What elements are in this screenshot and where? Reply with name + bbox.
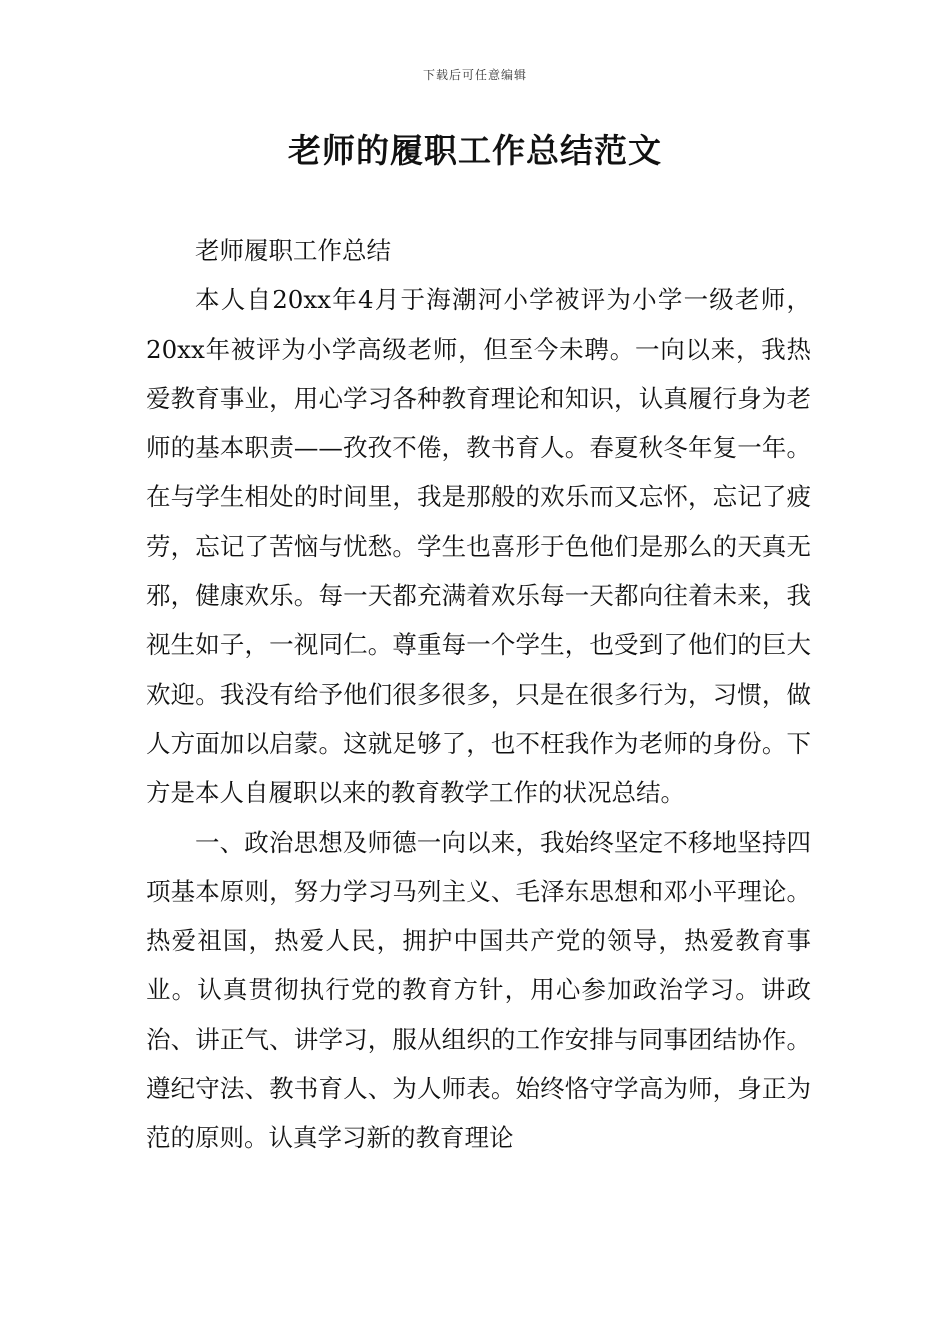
paragraph-subtitle: 老师履职工作总结 bbox=[195, 236, 391, 265]
document-body bbox=[146, 226, 811, 1163]
paragraph-intro: 本人自20xx年4月于海潮河小学被评为小学一级老师，20xx年被评为小学高级老师，但至今未聘。一向以来，我热爱教育事业，用心学习各种教育理论和知识，认真履行身为老师的基本职责——孜孜不倦，教书育人。春夏秋冬年复一年。在与学生相处的时间里，我是那般的欢乐而又忘怀，忘记了疲劳，忘记了苦恼与忧愁。学生也喜形于色他们是那么的天真无邪，健康欢乐。每一天都充满着欢乐每一天都向往着未来，我视生如子，一视同仁。尊重每一个学生，也受到了他们的巨大欢迎。我没有给予他们很多很多，只是在很多行为，习惯，做人方面加以启蒙。这就足够了，也不枉我作为老师的身份。下方是本人自履职以来的教育教学工作的状况总结。 bbox=[146, 285, 811, 808]
header-note: 下载后可任意编辑 bbox=[422, 68, 527, 82]
paragraph-section-one: 一、政治思想及师德一向以来，我始终坚定不移地坚持四项基本原则，努力学习马列主义、毛泽东思想和邓小平理论。热爱祖国，热爱人民，拥护中国共产党的领导，热爱教育事业。认真贯彻执行党的教育方针，用心参加政治学习。讲政治、讲正气、讲学习，服从组织的工作安排与同事团结协作。遵纪守法、教书育人、为人师表。始终恪守学高为师，身正为范的原则。认真学习新的教育理论 bbox=[146, 827, 811, 1153]
document-title: 老师的履职工作总结范文 bbox=[288, 131, 662, 170]
